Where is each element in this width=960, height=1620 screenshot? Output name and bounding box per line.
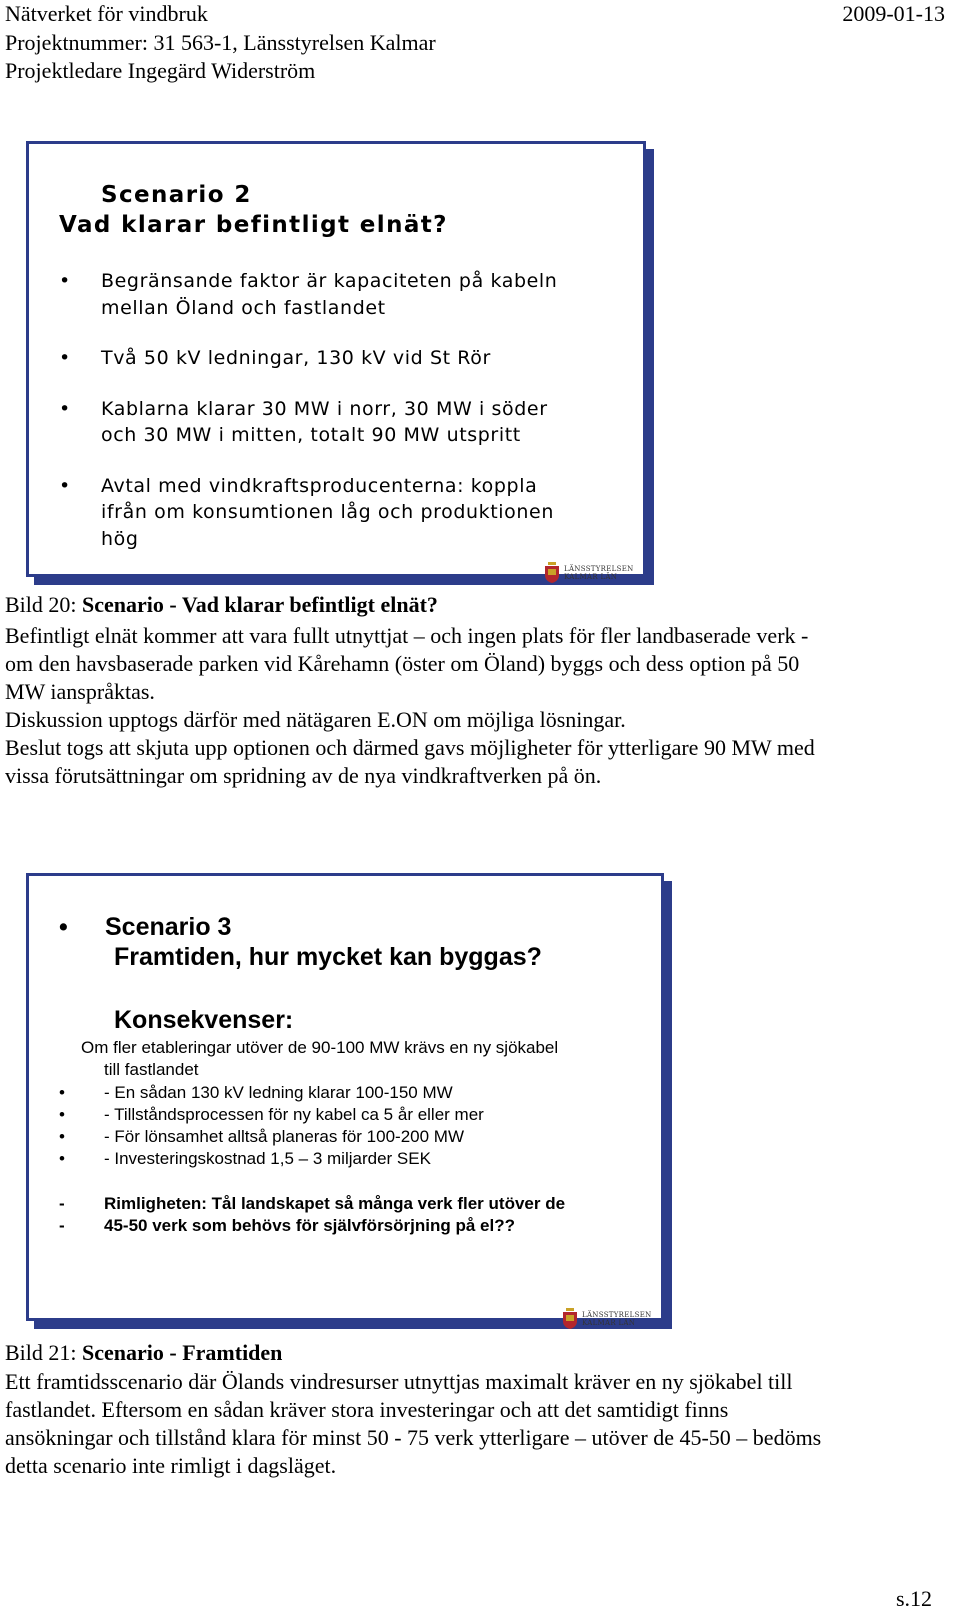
lansstyrelsen-logo — [544, 562, 634, 584]
slide1-bullet — [59, 473, 619, 553]
coat-of-arms-icon — [562, 1308, 578, 1330]
bullet-text: - En sådan 130 kV ledning klarar 100-150 MW — [104, 1082, 453, 1102]
text-line: vissa förutsättningar om spridning av de nya vindkraftverken på ön. — [5, 763, 602, 788]
slide2-bullet — [59, 1148, 649, 1170]
slide2-bullet — [59, 1126, 649, 1148]
bullet-marker: • — [59, 1127, 65, 1147]
slide2-bullet — [59, 1082, 649, 1104]
text-line: fastlandet. Eftersom en sådan kräver stora investeringar och att det samtidigt finns — [5, 1397, 729, 1422]
header-leader: Projektledare Ingegärd Widerström — [5, 58, 316, 83]
caption-prefix: Bild 21: — [5, 1340, 83, 1365]
slide2-body — [59, 1037, 649, 1237]
bullet-text: - För lönsamhet alltså planeras för 100-200 MW — [104, 1127, 464, 1147]
figure-caption-21 — [5, 1339, 282, 1367]
text-line: MW ianspråktas. — [5, 679, 155, 704]
bullet-line: • Kablarna klarar 30 MW i norr, 30 MW i söder — [101, 397, 548, 420]
slide2-bullet — [59, 1104, 649, 1126]
text-line: ansökningar och tillstånd klara för minst 50 - 75 verk ytterligare – utöver de 45-50 – bedöms — [5, 1425, 822, 1450]
bullet-line: • Begränsande faktor är kapaciteten på kabeln — [101, 270, 558, 292]
slide1-bullet — [59, 396, 619, 449]
slide2-title-line2: Framtiden, hur mycket kan byggas? — [114, 943, 542, 971]
page-number: s.12 — [895, 1586, 932, 1611]
document-header — [5, 0, 945, 86]
caption-title: Scenario - Framtiden — [82, 1340, 283, 1365]
bullet-marker: • — [59, 1082, 65, 1102]
intro-line: Om fler etableringar utöver de 90-100 MW krävs en ny sjökabel — [81, 1038, 559, 1057]
text-line: Beslut togs att skjuta upp optionen och därmed gavs möjligheter för ytterligare 90 MW med — [5, 735, 815, 760]
text-line: Befintligt elnät kommer att vara fullt utnyttjat – och ingen plats för fler landbaserade verk - — [5, 623, 809, 648]
text-line: detta scenario inte rimligt i dagsläget. — [5, 1453, 337, 1478]
slide2-dash-item — [59, 1215, 649, 1237]
slide-scenario-3 — [26, 873, 664, 1327]
slide1-title-line1: Scenario 2 — [101, 182, 252, 208]
bullet-text: - Investeringskostnad 1,5 – 3 miljarder SEK — [104, 1149, 431, 1169]
bullet-marker: • — [59, 913, 68, 941]
header-date: 2009-01-13 — [842, 1, 945, 26]
text-line: om den havsbaserade parken vid Kårehamn (öster om Öland) byggs och dess option på 50 — [5, 651, 800, 676]
bullet-line: mellan Öland och fastlandet — [101, 296, 386, 319]
dash-marker: - — [59, 1193, 65, 1213]
bullet-line: • Två 50 kV ledningar, 130 kV vid St Rör — [101, 347, 491, 369]
logo-text-line1: LÄNSSTYRELSEN — [564, 565, 634, 573]
text-line: Diskussion upptogs därför med nätägaren E.ON om möjliga lösningar. — [5, 707, 626, 732]
slide1-title-line2: Vad klarar befintligt elnät? — [59, 212, 448, 238]
logo-text-line2: KALMAR LÄN — [582, 1319, 636, 1327]
slide2-title — [59, 912, 542, 972]
header-project: Projektnummer: 31 563-1, Länsstyrelsen Kalmar — [5, 29, 436, 55]
slide1-bullet — [59, 268, 619, 321]
text-line: Ett framtidsscenario där Ölands vindresurser utnyttjas maximalt kräver en ny sjökabel till — [5, 1369, 793, 1394]
slide2-dash-item — [59, 1193, 649, 1215]
figure-caption-20 — [5, 591, 438, 619]
slide1-bullet — [59, 345, 619, 372]
bullet-line: ifrån om konsumtionen låg och produktionen — [101, 501, 554, 523]
caption-title: Scenario - Vad klarar befintligt elnät? — [82, 592, 438, 617]
bullet-line: och 30 MW i mitten, totalt 90 MW utspritt — [101, 424, 521, 446]
lansstyrelsen-logo — [562, 1308, 652, 1330]
coat-of-arms-icon — [544, 562, 560, 584]
logo-text-line1: LÄNSSTYRELSEN — [582, 1311, 652, 1319]
bullet-text: - Tillståndsprocessen för ny kabel ca 5 år eller mer — [104, 1104, 484, 1124]
slide2-title-line1: Scenario 3 — [105, 913, 232, 941]
body-paragraph-1 — [5, 622, 940, 790]
bold-text: 45-50 verk som behövs för självförsörjning på el?? — [104, 1216, 515, 1236]
dash-marker: - — [59, 1216, 65, 1236]
slide1-title — [59, 180, 448, 240]
bullet-marker: • — [59, 1149, 65, 1169]
bullet-line: • Avtal med vindkraftsproducenterna: koppla — [101, 474, 538, 497]
header-org: Nätverket för vindbruk — [5, 1, 208, 26]
slide-scenario-2 — [26, 141, 646, 581]
caption-prefix: Bild 20: — [5, 592, 83, 617]
slide1-bullet-list — [59, 268, 619, 576]
bold-text: Rimligheten: Tål landskapet så många verk fler utöver de — [104, 1193, 566, 1213]
bullet-line: hög — [101, 527, 139, 550]
intro-line: till fastlandet — [104, 1060, 199, 1080]
body-paragraph-2 — [5, 1368, 940, 1480]
konsekvenser-heading: Konsekvenser: — [114, 1006, 294, 1034]
logo-text-line2: KALMAR LÄN — [564, 573, 618, 581]
bullet-marker: • — [59, 1104, 65, 1124]
